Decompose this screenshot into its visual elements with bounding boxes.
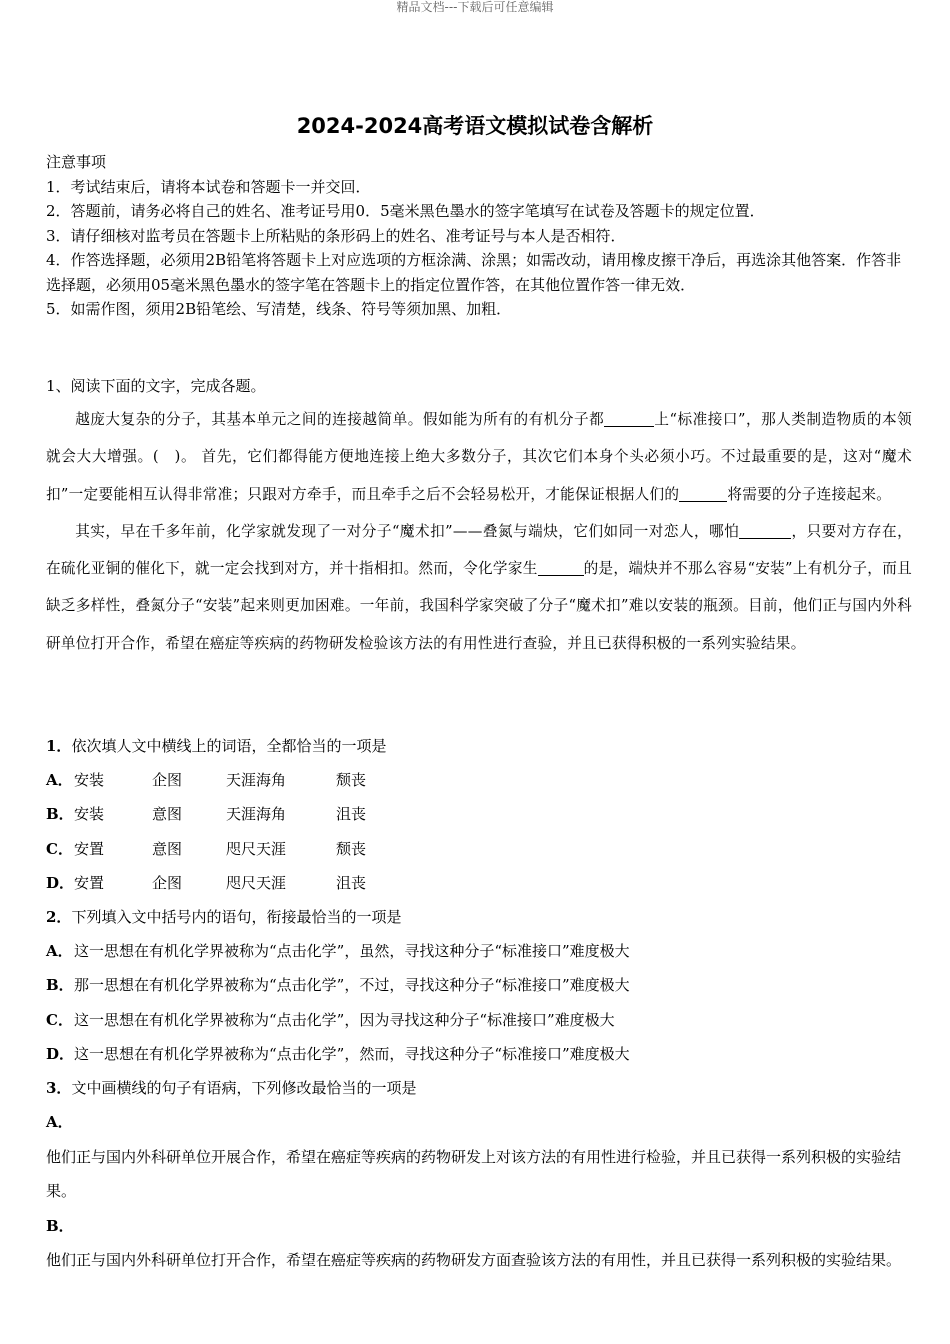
questions-section xyxy=(46,729,906,1278)
notes-heading: 注意事项 xyxy=(46,153,107,171)
option-word: 天涯海角 xyxy=(226,771,287,790)
option-b[interactable] xyxy=(46,968,906,1002)
option-text: 他们正与国内外科研单位打开合作，希望在癌症等疾病的药物研发方面查验该方法的有用性，并且已获得一系列积极的实验结果。 xyxy=(46,1251,902,1270)
option-word: 安置 xyxy=(74,839,105,858)
blank-line xyxy=(538,560,584,576)
passage-text: 其实，早在千多年前，化学家就发现了一对分子“魔术扣”——叠氮与端炔，它们如同一对恋人，哪怕 xyxy=(75,522,740,540)
option-a[interactable] xyxy=(46,1105,906,1209)
option-letter: B． xyxy=(46,976,74,995)
option-word: 意图 xyxy=(152,839,183,858)
option-b[interactable] xyxy=(46,1209,906,1278)
option-word: 咫尺天涯 xyxy=(226,839,287,858)
watermark-text: 精品文档---下载后可任意编辑 xyxy=(396,0,554,14)
option-word: 企图 xyxy=(152,771,183,790)
note-item: 4．作答选择题，必须用2B铅笔将答题卡上对应选项的方框涂满、涂黑；如需改动，请用橡皮擦干净后，再选涂其他答案．作答非选择题，必须用05毫米黑色墨水的签字笔在答题卡上的指定位置作答，在其他位置作答一律无效． xyxy=(46,251,902,294)
option-c[interactable] xyxy=(46,832,906,866)
option-text: 这一思想在有机化学界被称为“点击化学”，然而，寻找这种分子“标准接口”难度极大 xyxy=(74,1044,630,1063)
question-text: 文中画横线的句子有语病，下列修改最恰当的一项是 xyxy=(71,1078,417,1097)
question-text: 依次填人文中横线上的词语，全都恰当的一项是 xyxy=(71,737,387,755)
option-d[interactable] xyxy=(46,1037,906,1071)
passage-text: ，只要对方存在， 在硫化亚铜的催化下，就一定会找到对方，并十指相扣。然而，令化学家生 xyxy=(46,522,912,578)
question-number: 2． xyxy=(46,907,72,926)
option-letter: B． xyxy=(46,805,74,824)
reading-passage xyxy=(46,401,912,662)
option-word: 沮丧 xyxy=(336,805,367,824)
option-letter: A． xyxy=(46,1113,73,1132)
option-letter: C． xyxy=(46,1010,73,1029)
option-letter: A． xyxy=(46,942,73,961)
blank-line xyxy=(739,523,791,539)
option-word: 企图 xyxy=(152,873,183,892)
question-stem-2 xyxy=(46,900,906,934)
passage-text: 的是，端炔并不那么容易“安装”上有机分子，而且缺乏多样性，叠氮分子“安装”起来则更加困难。一年前，我国科学家突破了分子“魔术扣”难以安装的瓶颈。目前，他们正与国内外科研单位打开合作，希望在癌症等疾病的药物研发检验该方法的有用性进行查验，并且已获得积极的一系列实验结果。 xyxy=(46,560,913,652)
passage-text: 上“标准接口”，那人类制造物质的本领就会大大增强。( )。 首先，它们都得能方便地连接上绝大多数分子，其次它们本身个头必须小巧。不过最重要的是，这对“魔术扣”一定要能相互认得非常准；只跟对方牵手，而且牵手之后不会轻易松开，才能保证根据人们的 xyxy=(46,411,912,503)
passage-text: 越庞大复杂的分子，其基本单元之间的连接越简单。假如能为所有的有机分子都 xyxy=(75,411,605,428)
option-d[interactable] xyxy=(46,866,906,900)
question-heading: 1、阅读下面的文字，完成各题。 xyxy=(46,377,266,395)
notes-section xyxy=(46,150,906,322)
note-item: 1．考试结束后，请将本试卷和答题卡一并交回． xyxy=(46,177,371,196)
option-letter: D． xyxy=(46,873,75,892)
question-stem-3 xyxy=(46,1071,906,1105)
option-text: 这一思想在有机化学界被称为“点击化学”，虽然，寻找这种分子“标准接口”难度极大 xyxy=(74,942,630,961)
option-word: 安装 xyxy=(74,805,105,824)
question-text: 下列填入文中括号内的语句，衔接最恰当的一项是 xyxy=(71,907,402,926)
passage-text: 将需要的分子连接起来。 xyxy=(727,485,892,503)
option-word: 安装 xyxy=(74,771,105,790)
note-item: 3．请仔细核对监考员在答题卡上所粘贴的条形码上的姓名、准考证号与本人是否相符． xyxy=(46,226,626,245)
option-letter: C． xyxy=(46,839,73,858)
option-word: 安置 xyxy=(74,873,105,892)
option-word: 颓丧 xyxy=(336,839,367,858)
option-word: 沮丧 xyxy=(336,873,367,892)
option-word: 咫尺天涯 xyxy=(226,873,287,892)
option-word: 意图 xyxy=(152,805,183,824)
question-stem-1 xyxy=(46,729,906,763)
passage-paragraph-2 xyxy=(46,513,912,662)
blank-line xyxy=(604,411,654,427)
option-a[interactable] xyxy=(46,763,906,797)
option-word: 天涯海角 xyxy=(226,805,287,824)
option-text: 那一思想在有机化学界被称为“点击化学”，不过，寻找这种分子“标准接口”难度极大 xyxy=(74,976,630,995)
option-b[interactable] xyxy=(46,797,906,831)
option-text: 他们正与国内外科研单位开展合作，希望在癌症等疾病的药物研发上对该方法的有用性进行检验，并且已获得一系列积极的实验结果。 xyxy=(46,1147,902,1201)
note-item: 5．如需作图，须用2B铅笔绘、写清楚，线条、符号等须加黑、加粗． xyxy=(46,300,512,318)
option-letter: B． xyxy=(46,1216,74,1235)
option-letter: D． xyxy=(46,1044,75,1063)
option-c[interactable] xyxy=(46,1003,906,1037)
option-text: 这一思想在有机化学界被称为“点击化学”，因为寻找这种分子“标准接口”难度极大 xyxy=(74,1010,615,1029)
option-letter: A． xyxy=(46,771,73,790)
passage-paragraph-1 xyxy=(46,401,912,513)
option-a[interactable] xyxy=(46,934,906,968)
question-number: 1． xyxy=(46,737,72,755)
option-word: 颓丧 xyxy=(336,771,367,790)
note-item: 2．答题前，请务必将自己的姓名、准考证号用0．5毫米黑色墨水的签字笔填写在试卷及答题卡的规定位置． xyxy=(46,202,765,220)
question-number: 3． xyxy=(46,1078,72,1097)
page-title: 2024-2024高考语文模拟试卷含解析 xyxy=(296,114,654,138)
blank-line xyxy=(679,485,727,501)
